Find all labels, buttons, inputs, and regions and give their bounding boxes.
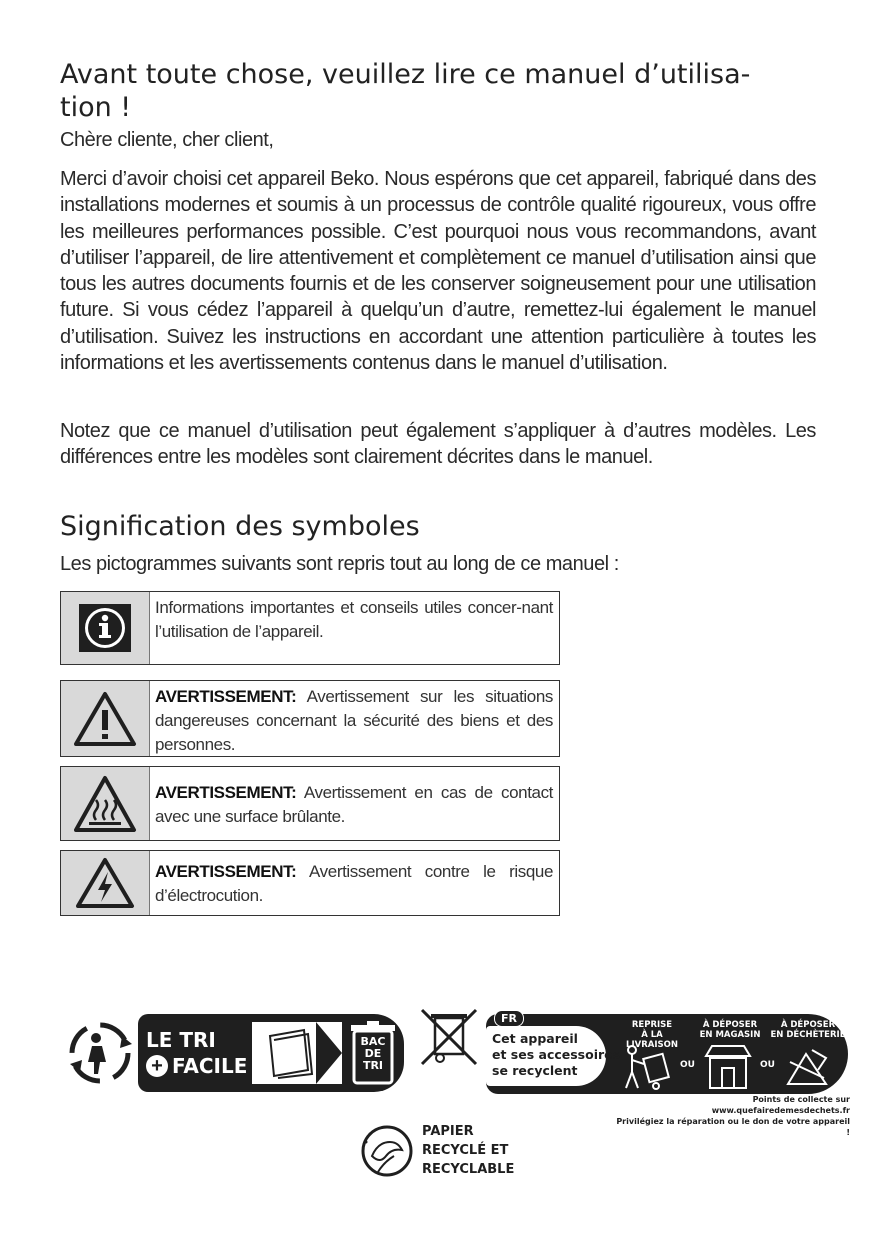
le-tri-label: LE TRI (146, 1028, 216, 1052)
paper-sheets-icon (264, 1026, 324, 1080)
option-dump: À DÉPOSER EN DÉCHÈTERIE (770, 1020, 846, 1040)
delivery-person-icon (622, 1044, 672, 1090)
waste-center-icon (782, 1044, 832, 1090)
recycle-message: Cet appareil et ses accessoires se recyclent (492, 1031, 621, 1078)
recycled-paper-icon (358, 1122, 416, 1180)
symbols-heading: Signification des symboles (60, 511, 420, 542)
page-title: Avant toute chose, veuillez lire ce manuel d’utilisa- tion ! (60, 59, 751, 123)
recycled-paper-logo (358, 1120, 528, 1182)
plus-icon: + (146, 1055, 168, 1077)
weee-logo (418, 1008, 850, 1137)
triman-logo (66, 1012, 404, 1094)
crossed-bin-icon (418, 1008, 480, 1066)
symbol-row-info: Informations importantes et conseils utiles concer-nant l’utilisation de l’appareil. (60, 591, 560, 665)
symbol-row-hot-surface: AVERTISSEMENT: Avertissement en cas de contact avec une surface brûlante. (60, 766, 560, 841)
triman-recycle-icon (66, 1018, 134, 1088)
country-badge: FR (494, 1010, 524, 1027)
bac-de-tri-label: BAC DE TRI (360, 1035, 386, 1072)
store-icon (702, 1044, 754, 1090)
electric-shock-icon (74, 856, 136, 910)
weee-panel (486, 1014, 848, 1094)
warning-icon (72, 690, 138, 748)
info-icon (76, 602, 134, 654)
ou-label-2: OU (760, 1060, 775, 1070)
symbol-row-electric: AVERTISSEMENT: Avertissement contre le risque d’électrocution. (60, 850, 560, 916)
ou-label-1: OU (680, 1060, 695, 1070)
greeting: Chère cliente, cher client, (60, 129, 274, 151)
intro-paragraph: Merci d’avoir choisi cet appareil Beko. Nous espérons que cet appareil, fabriqué dans des installations modernes et soumis à un processus de contrôle qualité rigoureux, vous offre les meilleures performances possible. C’est pourquoi nous vous recommandons, avant d’utiliser l’appareil, de lire attentivement et complètement ce manuel d’utilisation ainsi que tous les autres documents fournis et de les conserver soigneusement pour une utilisation future. Si vous cédez l’appareil à quelqu’un d’autre, remettez-lui également le manuel d’utilisation. Suivez les instructions en accordant une attention particulière à toutes les informations et les avertissements contenus dans le manuel d’utilisation. (60, 168, 816, 375)
arrow-right-icon (316, 1022, 346, 1084)
symbol-row-warning: AVERTISSEMENT: Avertissement sur les situations dangereuses concernant la sécurité des biens et des personnes. (60, 680, 560, 757)
note-paragraph: Notez que ce manuel d’utilisation peut également s’appliquer à d’autres modèles. Les différences entre les modèles sont clairement décrites dans le manuel. (60, 420, 816, 469)
hot-surface-icon (72, 774, 138, 834)
weee-footer: Points de collecte sur www.quefairedemesdechets.fr Privilégiez la réparation ou le don de votre appareil ! (616, 1095, 850, 1137)
option-delivery: REPRISE À LA LIVRAISON (626, 1020, 678, 1050)
option-store: À DÉPOSER EN MAGASIN (699, 1020, 761, 1040)
le-tri-facile-banner (138, 1014, 404, 1092)
facile-label: FACILE (172, 1054, 248, 1078)
symbols-intro: Les pictogrammes suivants sont repris tout au long de ce manuel : (60, 553, 619, 575)
recycled-paper-label: PAPIER RECYCLÉ ET RECYCLABLE (422, 1124, 515, 1177)
